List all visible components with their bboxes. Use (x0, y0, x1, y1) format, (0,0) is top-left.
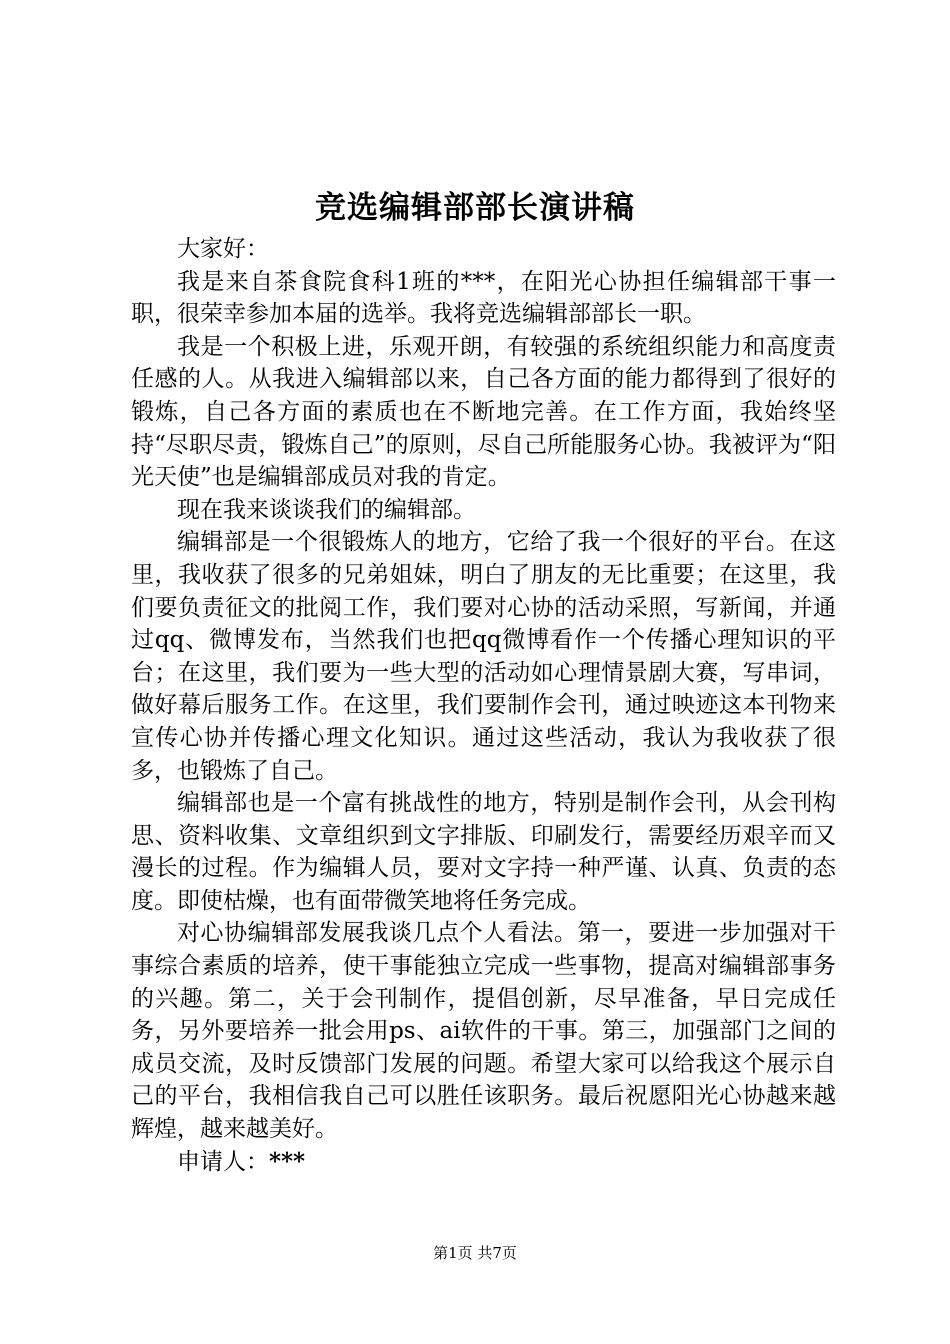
page-footer: 第1页 共7页 (433, 1244, 517, 1262)
paragraph-transition: 现在我来谈谈我们的编辑部。 (177, 496, 476, 523)
paragraph-self-description: 我是一个积极上进，乐观开朗，有较强的系统组织能力和高度责任感的人。从我进入编辑部以来，自己各方面的能力都得到了很好的锻炼，自己各方面的素质也在不断地完善。在工作方面，我始终坚持“尽职尽责，锻炼自己”的原则，尽自己所能服务心协。我被评为“阳光天使”也是编辑部成员对我的肯定。 (131, 333, 836, 491)
signature-label: 申请人： (177, 1148, 269, 1175)
paragraph-introduction: 我是来自茶食院食科1班的***，在阳光心协担任编辑部干事一职，很荣幸参加本届的选举。我将竞选编辑部部长一职。 (131, 268, 836, 328)
paragraph-department-experience: 编辑部是一个很锻炼人的地方，它给了我一个很好的平台。在这里，我收获了很多的兄弟姐妹，明白了朋友的无比重要；在这里，我们要负责征文的批阅工作，我们要对心协的活动采照，写新闻，并通过qq、微博发布，当然我们也把qq微博看作一个传播心理知识的平台；在这里，我们要为一些大型的活动如心理情景剧大赛，写串词，做好幕后服务工作。在这里，我们要制作会刊，通过映迹这本刊物来宣传心协并传播心理文化知识。通过这些活动，我认为我收获了很多，也锻炼了自己。 (131, 529, 836, 784)
paragraph-suggestions: 对心协编辑部发展我谈几点个人看法。第一，要进一步加强对干事综合素质的培养，使干事能独立完成一些事物，提高对编辑部事务的兴趣。第二，关于会刊制作，提倡创新，尽早准备，早日完成任务，另外要培养一批会用ps、ai软件的干事。第三，加强部门之间的成员交流，及时反馈部门发展的问题。希望大家可以给我这个展示自己的平台，我相信我自己可以胜任该职务。最后祝愿阳光心协越来越辉煌，越来越美好。 (131, 920, 836, 1143)
document-title: 竞选编辑部部长演讲稿 (315, 190, 635, 226)
document-body (131, 233, 836, 1178)
paragraph-department-challenge: 编辑部也是一个富有挑战性的地方，特别是制作会刊，从会刊构思、资料收集、文章组织到文字排版、印刷发行，需要经历艰辛而又漫长的过程。作为编辑人员，要对文字持一种严谨、认真、负责的态度。即使枯燥，也有面带微笑地将任务完成。 (131, 790, 836, 914)
paragraph-greeting: 大家好： (177, 236, 269, 262)
signature-line (131, 1146, 836, 1179)
signature-name: *** (269, 1147, 306, 1175)
